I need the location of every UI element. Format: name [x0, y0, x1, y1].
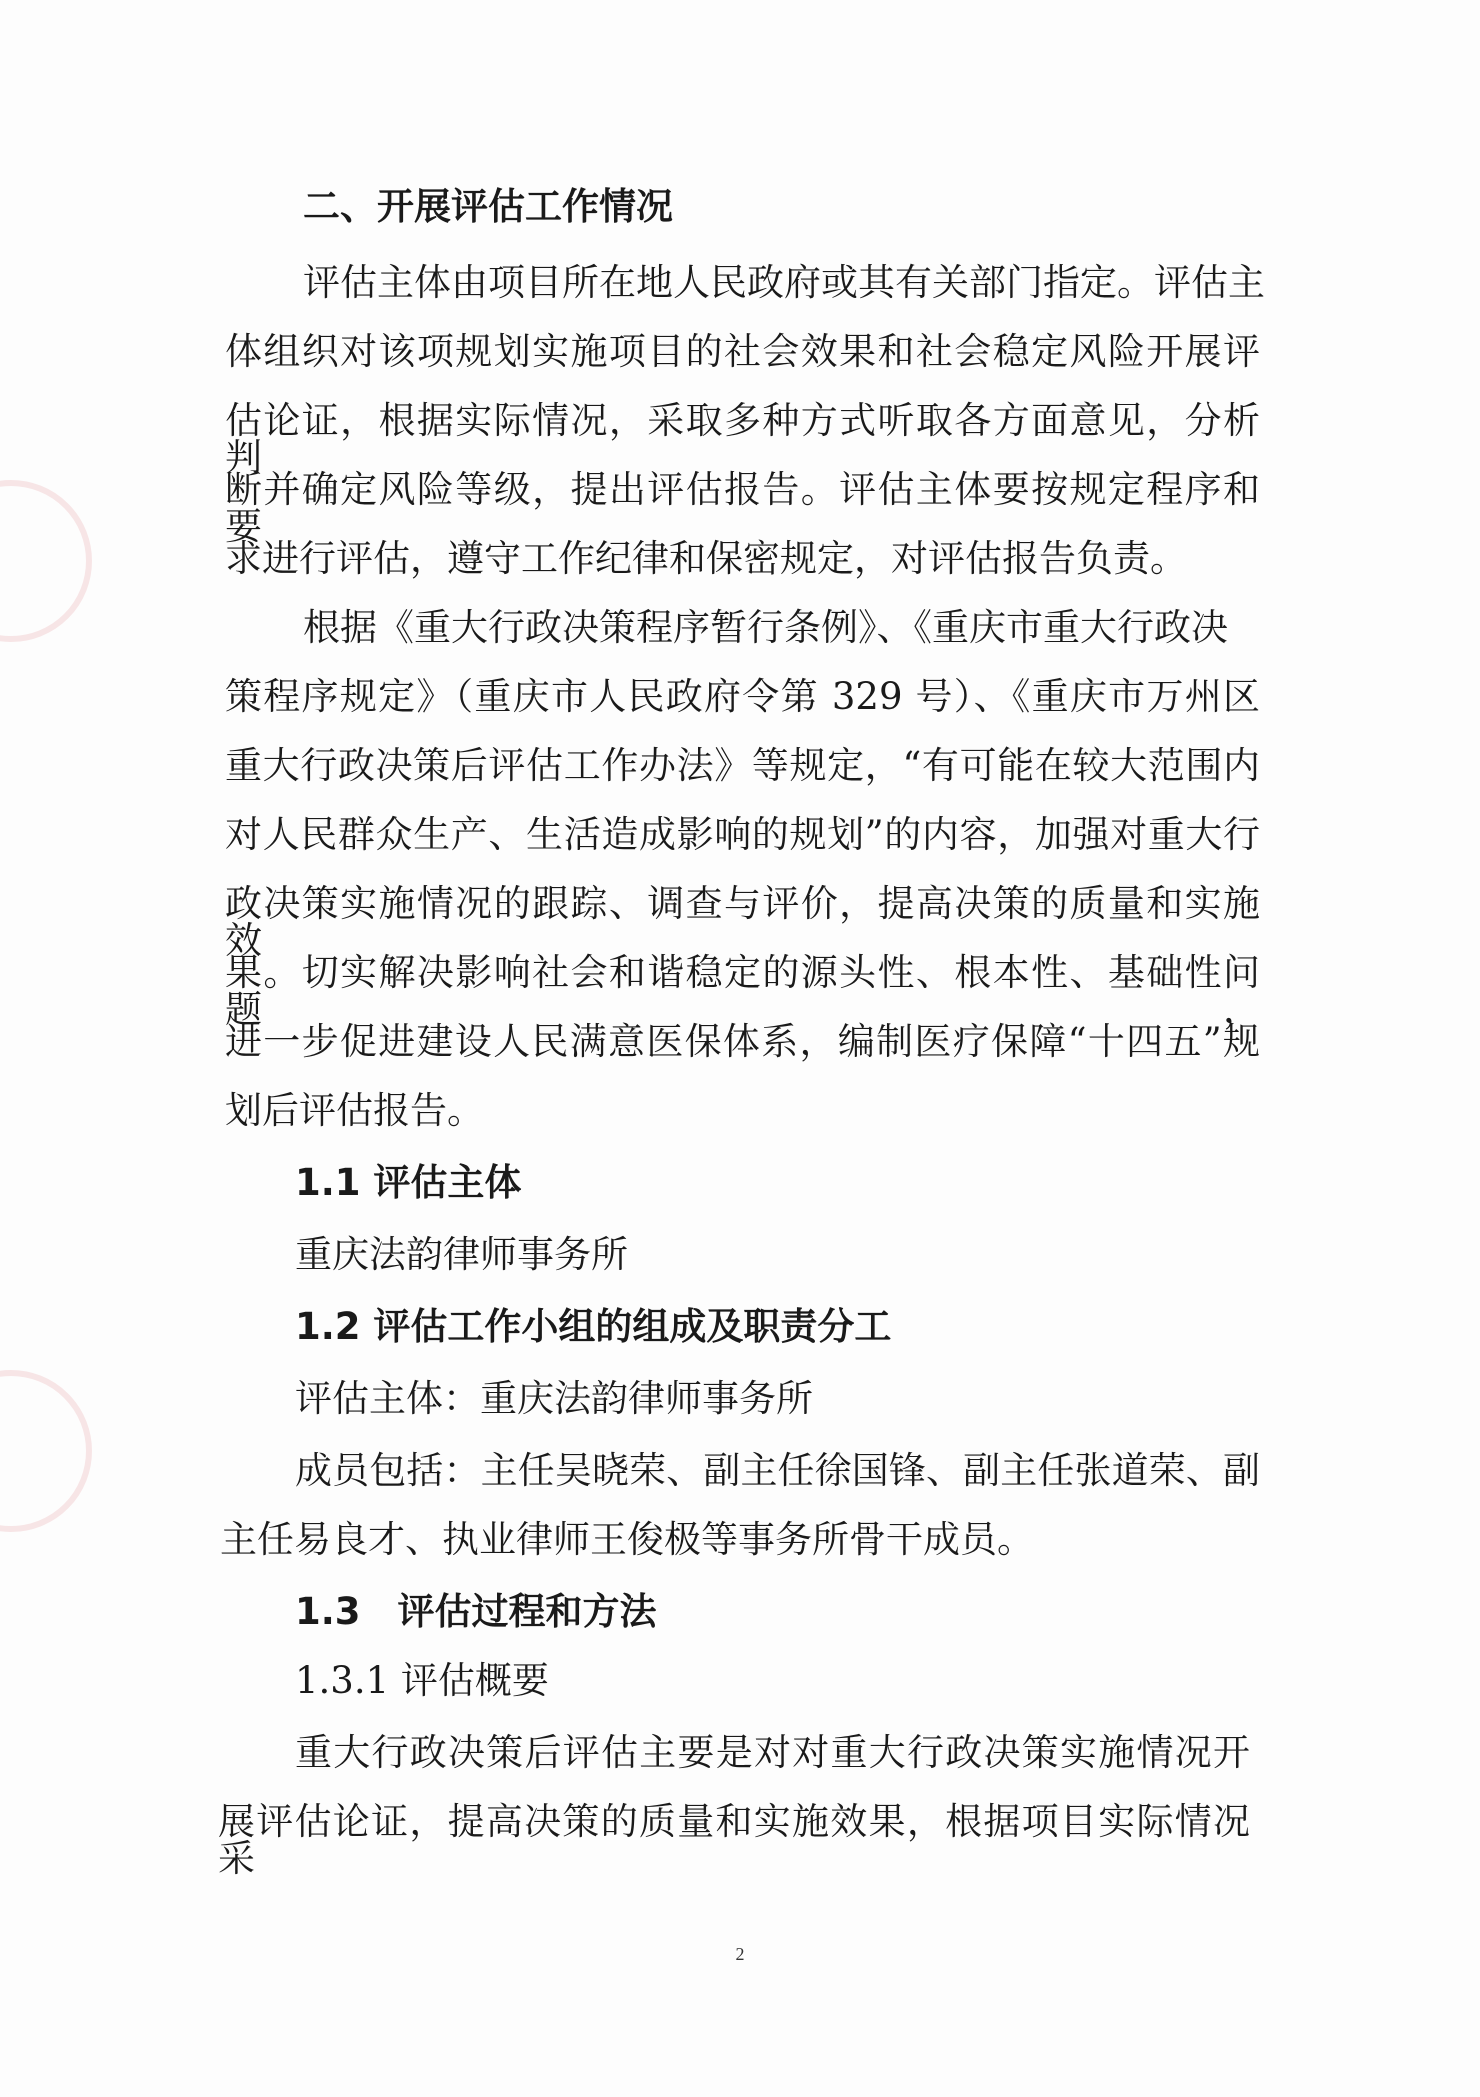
paragraph-line: 重庆法韵律师事务所: [295, 1233, 628, 1276]
subheading-1-1: 1.1 评估主体: [295, 1161, 522, 1204]
paragraph-line: 求进行评估，遵守工作纪律和保密规定，对评估报告负责。: [225, 537, 1187, 580]
seal-ghost: [0, 480, 92, 642]
subheading-1-2: 1.2 评估工作小组的组成及职责分工: [295, 1305, 892, 1348]
paragraph-line: 对人民群众生产、生活造成影响的规划”的内容，加强对重大行: [225, 813, 1260, 856]
paragraph-line: 政决策实施情况的跟踪、调查与评价，提高决策的质量和实施效: [225, 882, 1260, 962]
paragraph-line: 评估主体：重庆法韵律师事务所: [295, 1377, 813, 1420]
paragraph-line: 评估主体由项目所在地人民政府或其有关部门指定。评估主: [303, 261, 1265, 304]
paragraph-line: 进一步促进建设人民满意医保体系，编制医疗保障“十四五”规: [225, 1020, 1260, 1063]
subheading-1-3-1: 1.3.1 评估概要: [295, 1659, 549, 1702]
paragraph-line: 展评估论证，提高决策的质量和实施效果，根据项目实际情况采: [218, 1800, 1250, 1880]
paragraph-line: 策程序规定》（重庆市人民政府令第 329 号）、《重庆市万州区: [225, 675, 1260, 718]
page-number: 2: [735, 1944, 745, 1964]
seal-ghost: [0, 1370, 92, 1532]
paragraph-line: 主任易良才、执业律师王俊极等事务所骨干成员。: [220, 1518, 1034, 1561]
subheading-1-3: 1.3 评估过程和方法: [295, 1590, 657, 1633]
paragraph-line: 断并确定风险等级，提出评估报告。评估主体要按规定程序和要: [225, 468, 1260, 548]
section-title: 二、开展评估工作情况: [303, 185, 673, 228]
paragraph-line: 成员包括：主任吴晓荣、副主任徐国锋、副主任张道荣、副: [295, 1449, 1260, 1492]
paragraph-line: 重大行政决策后评估主要是对对重大行政决策实施情况开: [295, 1731, 1250, 1774]
paragraph-line: 体组织对该项规划实施项目的社会效果和社会稳定风险开展评: [225, 330, 1260, 373]
paragraph-line: 根据《重大行政决策程序暂行条例》、《重庆市重大行政决: [303, 606, 1228, 649]
paragraph-line: 重大行政决策后评估工作办法》等规定，“有可能在较大范围内: [225, 744, 1260, 787]
paragraph-line: 果。切实解决影响社会和谐稳定的源头性、根本性、基础性问题，: [225, 951, 1260, 1031]
paragraph-line: 估论证，根据实际情况，采取多种方式听取各方面意见，分析判: [225, 399, 1260, 479]
paragraph-line: 划后评估报告。: [225, 1089, 484, 1132]
